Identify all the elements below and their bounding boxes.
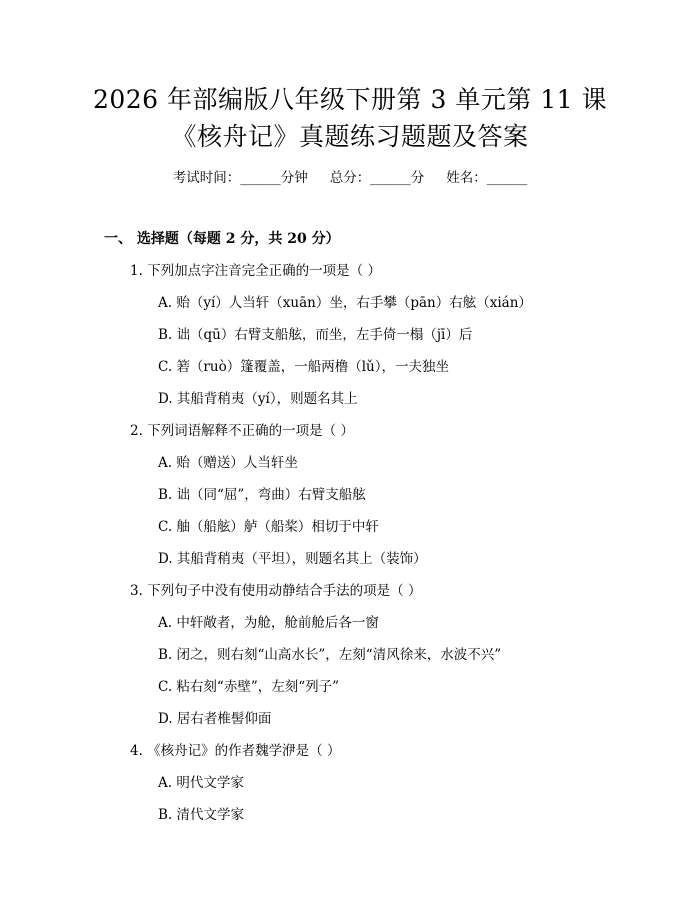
question-3-option-c: C. 粘右刻“赤壁”，左刻“列子” [158, 679, 340, 695]
question-4: 4. 《核舟记》的作者魏学洢是（ ） [130, 743, 341, 759]
question-3-option-b: B. 闭之，则右刻“山高水长”，左刻“清风徐来，水波不兴” [158, 647, 502, 663]
exam-info [0, 168, 700, 188]
question-1: 1. 下列加点字注音完全正确的一项是（ ） [130, 263, 381, 279]
question-1-option-c: C. 箬（ruò）篷覆盖，一船两橹（lǔ），一夫独坐 [158, 359, 449, 375]
question-2-option-c: C. 舳（船舷）舻（船桨）相切于中轩 [158, 519, 379, 535]
question-4-option-b: B. 清代文学家 [158, 807, 245, 823]
exam-time: 考试时间：______分钟 [172, 170, 308, 186]
question-3-option-a: A. 中轩敞者，为舱，舱前舱后各一窗 [158, 615, 379, 631]
document-title-line1: 2026 年部编版八年级下册第 3 单元第 11 课 [92, 85, 608, 114]
question-1-option-b: B. 诎（qū）右臂支船舷，而坐，左手倚一榻（jī）后 [158, 327, 473, 343]
question-3-option-d: D. 居右者椎髻仰面 [158, 711, 272, 727]
question-3: 3. 下列句子中没有使用动静结合手法的项是（ ） [130, 583, 422, 599]
question-2-option-d: D. 其船背稍夷（平坦），则题名其上（装饰） [158, 551, 427, 567]
section-heading: 一、 选择题（每题 2 分，共 20 分） [104, 231, 340, 247]
document-title-line2: 《核舟记》真题练习题题及答案 [171, 122, 529, 151]
question-2-option-a: A. 贻（赠送）人当轩坐 [158, 455, 298, 471]
question-1-option-d: D. 其船背稍夷（yí），则题名其上 [158, 391, 358, 407]
exam-name: 姓名：______ [446, 170, 528, 186]
question-1-option-a: A. 贻（yí）人当轩（xuān）坐，右手攀（pān）右舷（xián） [158, 295, 532, 311]
question-4-option-a: A. 明代文学家 [158, 775, 244, 791]
exam-score: 总分：______分 [329, 170, 425, 186]
question-2: 2. 下列词语解释不正确的一项是（ ） [130, 423, 354, 439]
question-2-option-b: B. 诎（同“屈”，弯曲）右臂支船舷 [158, 487, 366, 503]
